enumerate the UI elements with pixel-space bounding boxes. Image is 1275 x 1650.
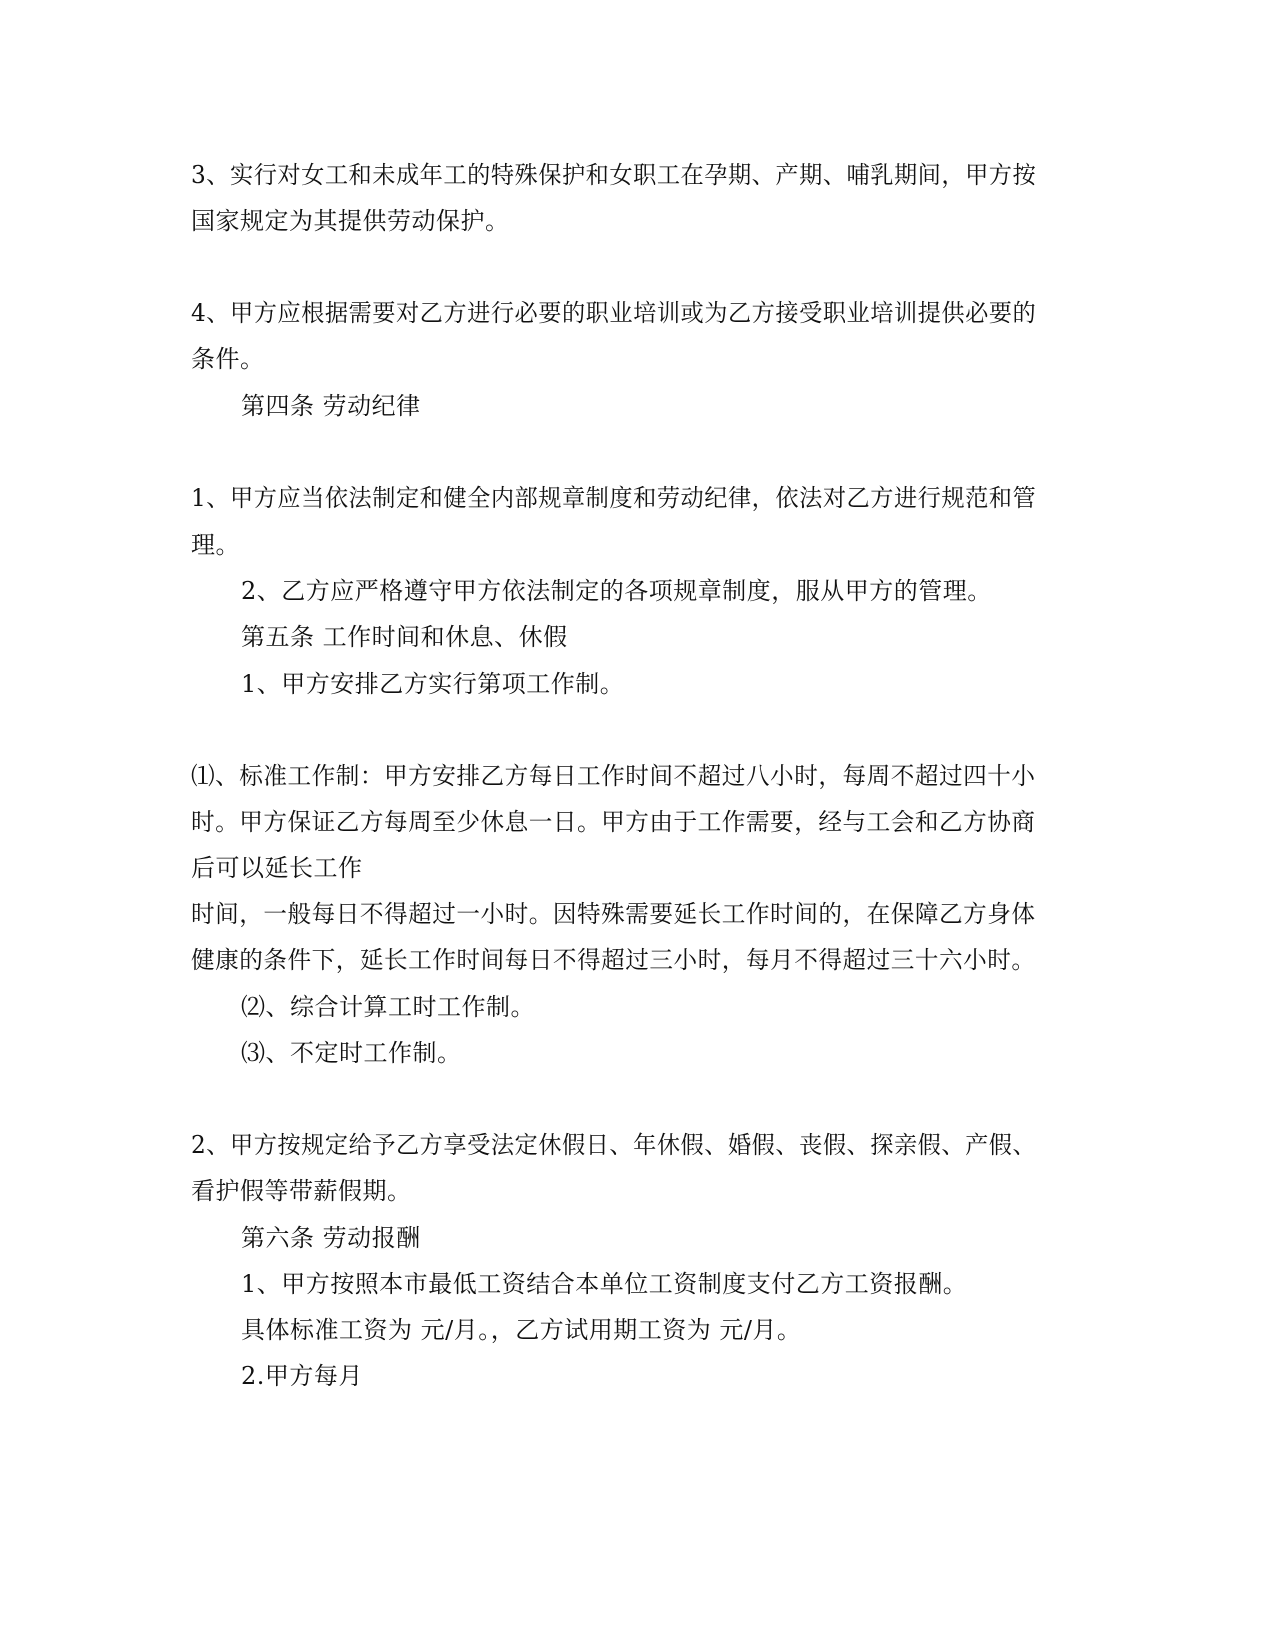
text-line: 条件。 — [191, 345, 265, 373]
text-line: 理。 — [191, 531, 240, 559]
text-line: ⑴、标准工作制：甲方安排乙方每日工作时间不超过八小时，每周不超过四十小 — [191, 762, 1036, 790]
text-line: 1、甲方安排乙方实行第项工作制。 — [241, 670, 625, 698]
section-heading: 第五条 工作时间和休息、休假 — [241, 623, 568, 651]
text-line: 2.甲方每月 — [241, 1362, 363, 1390]
text-line: 4、甲方应根据需要对乙方进行必要的职业培训或为乙方接受职业培训提供必要的 — [191, 299, 1037, 327]
text-line: 具体标准工资为 元/月。，乙方试用期工资为 元/月。 — [241, 1316, 802, 1344]
text-line: 2、乙方应严格遵守甲方依法制定的各项规章制度，服从甲方的管理。 — [241, 577, 992, 605]
section-heading: 第四条 劳动纪律 — [241, 392, 421, 420]
text-line: ⑵、综合计算工时工作制。 — [241, 993, 535, 1021]
text-line: 时。甲方保证乙方每周至少休息一日。甲方由于工作需要，经与工会和乙方协商 — [191, 808, 1036, 836]
text-line: 时间，一般每日不得超过一小时。因特殊需要延长工作时间的，在保障乙方身体 — [191, 900, 1036, 928]
text-line: 3、实行对女工和未成年工的特殊保护和女职工在孕期、产期、哺乳期间，甲方按 — [191, 161, 1037, 189]
text-line: ⑶、不定时工作制。 — [241, 1039, 462, 1067]
text-line: 看护假等带薪假期。 — [191, 1177, 412, 1205]
section-heading: 第六条 劳动报酬 — [241, 1224, 421, 1252]
text-line: 1、甲方应当依法制定和健全内部规章制度和劳动纪律，依法对乙方进行规范和管 — [191, 484, 1037, 512]
text-line: 1、甲方按照本市最低工资结合本单位工资制度支付乙方工资报酬。 — [241, 1270, 968, 1298]
text-line: 健康的条件下，延长工作时间每日不得超过三小时，每月不得超过三十六小时。 — [191, 946, 1036, 974]
text-line: 2、甲方按规定给予乙方享受法定休假日、年休假、婚假、丧假、探亲假、产假、 — [191, 1131, 1037, 1159]
text-line: 后可以延长工作 — [191, 854, 363, 882]
text-line: 国家规定为其提供劳动保护。 — [191, 207, 510, 235]
